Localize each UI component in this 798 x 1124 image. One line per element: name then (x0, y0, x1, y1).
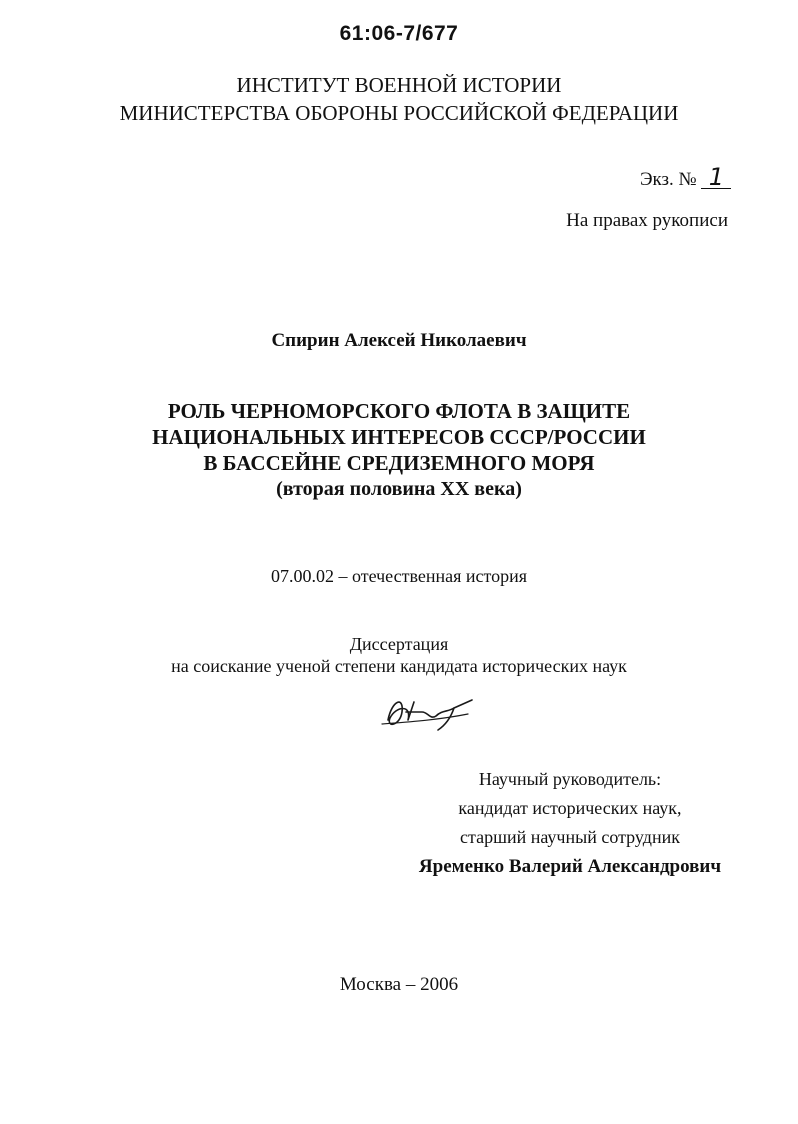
manuscript-rights: На правах рукописи (566, 210, 728, 231)
call-number: 61:06-7/677 (339, 22, 459, 45)
institute-name-line2: МИНИСТЕРСТВА ОБОРОНЫ РОССИЙСКОЙ ФЕДЕРАЦИИ (119, 101, 679, 125)
copy-number-value: 1 (701, 166, 731, 189)
title-line3: В БАССЕЙНЕ СРЕДИЗЕМНОГО МОРЯ (203, 451, 595, 475)
title-line4: (вторая половина XX века) (276, 478, 522, 500)
title-line1: РОЛЬ ЧЕРНОМОРСКОГО ФЛОТА В ЗАЩИТЕ (167, 399, 631, 423)
handwritten-signature (378, 690, 478, 736)
degree-sought: на соискание ученой степени кандидата исторических наук (171, 656, 627, 676)
supervisor-name: Яременко Валерий Александрович (418, 856, 722, 877)
place-and-year: Москва – 2006 (339, 974, 459, 995)
supervisor-position: старший научный сотрудник (460, 827, 680, 847)
author-name: Спирин Алексей Николаевич (271, 330, 527, 351)
copy-number-label: Экз. № (640, 169, 697, 190)
title-line2: НАЦИОНАЛЬНЫХ ИНТЕРЕСОВ СССР/РОССИИ (152, 425, 646, 449)
supervisor-role: Научный руководитель: (478, 769, 662, 789)
dissertation-type: Диссертация (349, 634, 449, 654)
supervisor-degree: кандидат исторических наук, (458, 798, 682, 818)
dissertation-title (0, 398, 798, 502)
specialty-code: 07.00.02 – отечественная история (270, 566, 528, 586)
institute-name-line1: ИНСТИТУТ ВОЕННОЙ ИСТОРИИ (236, 73, 562, 97)
copy-number (640, 163, 731, 191)
